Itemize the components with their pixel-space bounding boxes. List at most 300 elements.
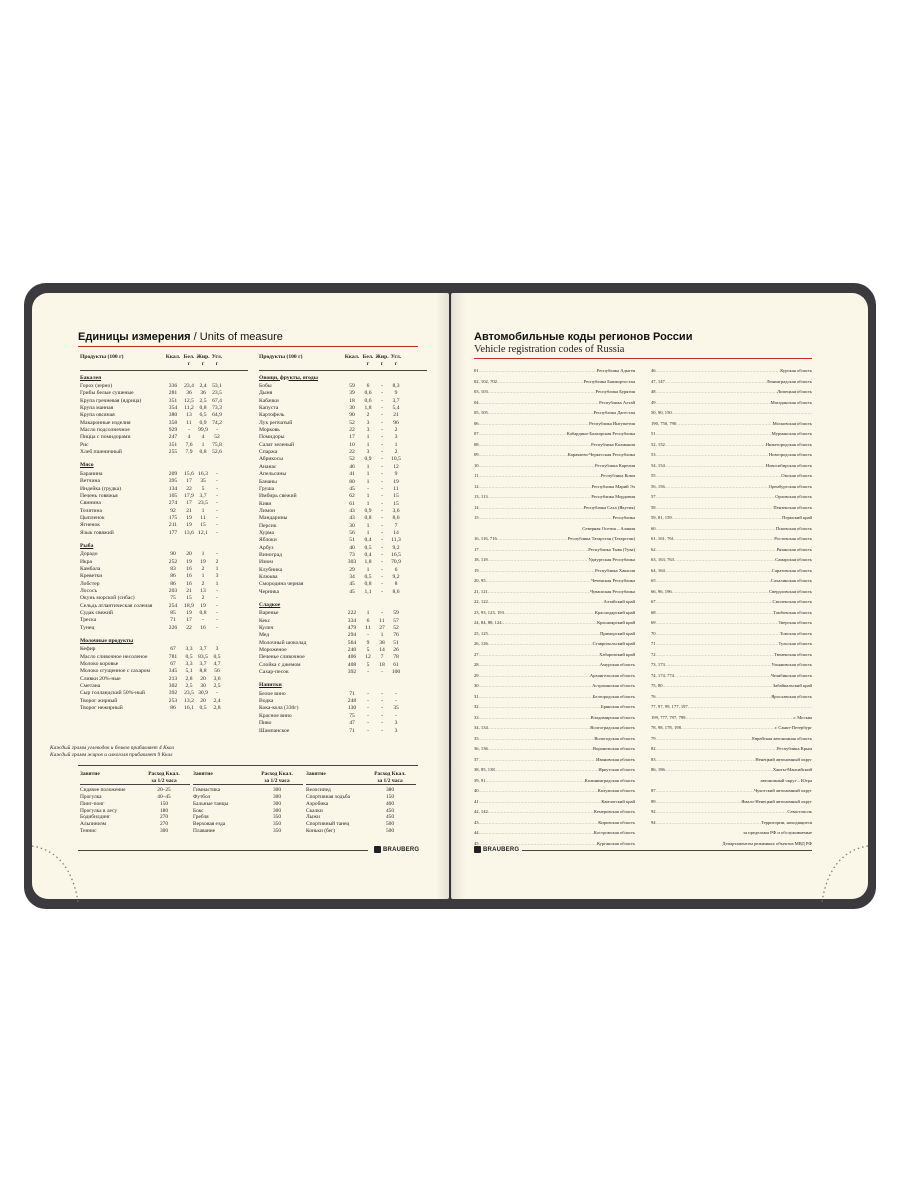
table-row <box>259 427 427 434</box>
region-row <box>474 429 635 440</box>
activity-name: Коньки (бег) <box>306 827 336 834</box>
dot-leader <box>497 534 568 545</box>
nutrient-value: - <box>381 727 383 734</box>
nutrient-value: 52 <box>349 419 355 426</box>
region-row <box>651 419 812 430</box>
product-name: Хурма <box>259 529 275 536</box>
region-row <box>474 828 635 839</box>
product-name: Хлеб пшеничный <box>80 449 122 456</box>
product-name: Ветчина <box>80 478 100 485</box>
region-code: 44 <box>474 830 479 835</box>
table-row <box>259 567 427 574</box>
dot-leader <box>665 440 766 451</box>
left-title-underline <box>78 346 418 347</box>
region-name: Республика Дагестан <box>593 410 635 415</box>
product-name: Ананас <box>259 463 277 470</box>
dot-leader <box>479 671 590 682</box>
dot-leader <box>665 482 769 493</box>
nutrient-value: 395 <box>168 478 178 485</box>
product-name: Пиво <box>259 720 272 727</box>
activity-header-name: Занятие <box>193 771 213 777</box>
dot-leader <box>479 681 593 692</box>
region-code: 94 <box>651 819 656 825</box>
nutrient-value: 226 <box>168 624 178 631</box>
region-row <box>474 482 635 493</box>
product-name: Крупа овсяная <box>80 412 115 419</box>
nutrient-value: 71 <box>170 617 176 624</box>
region-name: Амурская область <box>599 662 635 667</box>
region-code: 69 <box>651 620 656 625</box>
nutrient-value: - <box>216 478 218 485</box>
nutrient-value: 351 <box>168 441 178 448</box>
activity-kcal: 450 <box>385 814 395 821</box>
table-row <box>80 530 248 537</box>
page-gutter <box>436 293 466 899</box>
product-name: Смородина черная <box>259 581 304 588</box>
region-code: 27 <box>474 651 479 657</box>
region-row <box>651 629 812 640</box>
region-row <box>651 440 812 451</box>
nutrient-value: 11 <box>365 625 371 632</box>
nutrient-value: - <box>381 705 383 712</box>
table-row <box>259 640 427 647</box>
dot-leader <box>656 366 781 377</box>
dot-leader <box>488 744 593 755</box>
region-code: 30 <box>474 683 479 688</box>
nutrient-value: - <box>367 727 369 734</box>
nutrient-value: 15 <box>393 493 399 500</box>
activity-kcal: 300 <box>272 800 282 807</box>
product-name: Лосось <box>80 587 98 594</box>
region-row <box>651 828 812 839</box>
product-name: Икра <box>80 558 93 565</box>
dot-leader <box>656 503 774 514</box>
nutrient-value: 10,5 <box>391 456 401 463</box>
nutrient-value: 3 <box>366 419 370 426</box>
product-name: Свинина <box>80 500 101 507</box>
nutrient-value: 248 <box>347 698 357 705</box>
table-row <box>259 581 427 588</box>
product-name: Персик <box>259 522 277 529</box>
nutrient-value: - <box>381 383 383 390</box>
region-row <box>651 576 812 587</box>
nutrient-value: 0,6 <box>364 397 372 404</box>
nutrient-value: - <box>381 397 383 404</box>
product-name: Груша <box>259 485 275 492</box>
dot-leader <box>479 566 596 577</box>
region-row <box>474 734 635 745</box>
nutrient-value: 5 <box>201 485 205 492</box>
product-name: Масло подсолнечное <box>80 427 130 434</box>
product-name: Молоко сгущенное с сахаром <box>80 668 151 675</box>
product-name: Крупа манная <box>80 405 114 412</box>
nutrient-value: 43 <box>349 507 355 514</box>
nutrient-value: - <box>216 492 218 499</box>
table-row <box>80 427 248 434</box>
nutrient-value: 57 <box>393 617 399 624</box>
region-code: 18, 118 <box>474 557 488 562</box>
activity-kcal: 350 <box>272 814 282 821</box>
nutrient-value: 23,5 <box>212 390 222 397</box>
region-name: Чувашская Республика <box>589 588 635 594</box>
activity-row <box>80 828 190 835</box>
dot-leader <box>479 450 568 461</box>
notes-divider <box>78 765 418 766</box>
activity-header <box>193 771 303 785</box>
nutrient-value: - <box>216 602 218 609</box>
table-row <box>259 589 427 596</box>
nutrient-value: - <box>381 573 383 580</box>
region-name: Волгоградская область <box>590 725 635 730</box>
activity-header-name: Занятие <box>306 771 326 777</box>
nutrient-value: 2,5 <box>185 683 193 690</box>
table-row <box>259 728 427 735</box>
activity-name: Плавание <box>193 827 216 834</box>
activity-row <box>306 828 416 835</box>
activity-row <box>80 821 190 828</box>
left-bottom-line <box>78 850 368 851</box>
nutrient-value: 3 <box>394 720 398 727</box>
region-codes-col2 <box>651 366 812 849</box>
dot-leader <box>488 387 596 398</box>
nutrient-value: 5 <box>366 647 370 654</box>
dot-leader <box>656 618 779 629</box>
region-code: 24, 84, 88, 124 <box>474 620 502 625</box>
nutrient-value: - <box>367 698 369 705</box>
nutrient-value: - <box>367 669 369 676</box>
region-row <box>651 387 812 398</box>
nutrient-value: 1 <box>201 551 205 558</box>
region-code: 22, 122 <box>474 599 488 604</box>
dot-leader <box>656 398 771 409</box>
nutrient-value: 1 <box>394 441 398 448</box>
region-row <box>474 524 635 535</box>
table-row <box>80 588 248 595</box>
activity-kcal: 40–45 <box>157 794 171 801</box>
nutrient-value: 1 <box>201 507 205 514</box>
region-code: 15 <box>474 515 479 520</box>
product-name: Ягненок <box>80 522 101 529</box>
region-code: 60 <box>651 525 656 531</box>
nutrient-value: - <box>367 690 369 697</box>
product-name: Судак свежий <box>80 610 113 616</box>
table-row <box>80 690 248 697</box>
nutrient-value: - <box>216 500 218 507</box>
dot-leader <box>488 555 589 566</box>
corner-decoration-left <box>30 838 100 908</box>
region-row <box>651 713 812 724</box>
dot-leader <box>674 534 774 545</box>
region-row <box>651 797 812 808</box>
region-code: 40 <box>474 788 479 793</box>
product-name: Салат зеленый <box>259 441 294 448</box>
region-row <box>474 639 635 650</box>
dot-leader <box>656 471 782 482</box>
nutrient-value: 75 <box>349 712 355 719</box>
nutrient-value: 100 <box>391 669 401 676</box>
region-code: 35 <box>474 735 479 741</box>
product-name: Кулич <box>259 625 274 632</box>
region-row <box>474 660 635 671</box>
nutrient-value: - <box>216 690 218 697</box>
region-name: автономный округ – Югра <box>760 777 812 783</box>
region-name: Новгородская область <box>768 452 812 457</box>
activity-kcal: 300 <box>272 794 282 801</box>
region-row <box>474 398 635 409</box>
nutrient-value: 16 <box>186 565 192 572</box>
nutrient-value: - <box>381 537 383 544</box>
region-name: Чукотский автономный округ <box>754 788 812 793</box>
nutrient-value: 45 <box>349 588 355 595</box>
activity-kcal: 450 <box>385 807 395 814</box>
product-name: Черника <box>259 588 280 595</box>
region-name: Республика Хакасия <box>595 567 635 573</box>
region-name: Томская область <box>779 630 812 636</box>
region-row <box>651 734 812 745</box>
nutrient-value: 252 <box>168 558 178 565</box>
nutrient-value: 2 <box>394 449 398 456</box>
region-code: 13, 113 <box>474 494 488 499</box>
region-name: Забайкальский край <box>772 683 812 688</box>
activity-name: Скалки <box>306 807 323 814</box>
dot-leader <box>656 629 780 640</box>
activity-row <box>80 808 190 815</box>
table-row <box>259 662 427 669</box>
activity-name: Верховая езда <box>193 820 226 827</box>
nutrient-value: - <box>216 587 218 594</box>
table-row <box>259 654 427 661</box>
nutrient-value: 19 <box>200 602 206 609</box>
nutrient-value: 13 <box>200 587 206 594</box>
nutrient-value: - <box>381 581 383 588</box>
dot-leader <box>478 471 600 482</box>
region-row <box>474 377 635 388</box>
region-row <box>474 702 635 713</box>
dot-leader <box>676 419 772 430</box>
nutrient-value: 11 <box>200 514 206 521</box>
table-row <box>259 398 427 405</box>
table-row <box>259 515 427 522</box>
nutrient-value: - <box>381 419 383 426</box>
region-code: 62 <box>651 546 656 552</box>
nutrient-value: 4 <box>201 434 205 441</box>
region-name: Ульяновская область <box>771 662 812 667</box>
table-row <box>80 471 248 478</box>
region-name: Тюменская область <box>774 651 812 657</box>
nutrient-value: 11 <box>393 485 399 492</box>
table-row <box>259 486 427 493</box>
nutrient-value: 4 <box>187 434 191 441</box>
nutrient-value: 75 <box>170 595 176 602</box>
region-row <box>474 818 635 829</box>
region-row <box>651 398 812 409</box>
product-name: Телятина <box>80 507 102 514</box>
region-name: Тульская область <box>778 641 812 646</box>
nutrient-value: 22 <box>186 485 192 492</box>
title-en: / Units of measure <box>193 331 283 343</box>
region-code: 50, 90, 150 <box>651 410 672 415</box>
region-name: г. Санкт-Петербург <box>774 725 812 730</box>
table-row <box>259 545 427 552</box>
region-code: 23, 93, 123, 193 <box>474 609 504 615</box>
nutrient-value: 2,5 <box>213 683 221 690</box>
nutrient-value: 11 <box>186 419 192 426</box>
region-code: 11 <box>474 473 479 478</box>
activity-name: Лыжи <box>306 814 320 821</box>
dot-leader <box>479 440 592 451</box>
nutrient-value: 4,7 <box>213 661 221 668</box>
region-code: 36, 136 <box>474 746 488 751</box>
nutrient-value: 34 <box>349 573 355 580</box>
dot-leader <box>479 398 600 409</box>
region-name: Вологодская область <box>594 735 635 741</box>
region-name: Астраханская область <box>592 683 635 688</box>
dot-leader <box>488 492 592 503</box>
nutrient-value: 67 <box>170 661 176 668</box>
header-kcal: Ккал. <box>344 354 360 360</box>
region-code: 70 <box>651 630 656 636</box>
nutrient-value: - <box>216 617 218 624</box>
nutrient-value: 0,5 <box>199 705 207 712</box>
region-row <box>651 744 812 755</box>
nutrient-value: 14 <box>379 647 385 654</box>
nutrient-value: 27 <box>379 625 385 632</box>
table-header <box>259 354 427 371</box>
table-row <box>259 713 427 720</box>
region-code: 41 <box>474 798 479 804</box>
table-row <box>80 398 248 405</box>
region-row <box>474 807 635 818</box>
dot-leader <box>688 702 812 713</box>
nutrient-value: 2,8 <box>213 705 221 712</box>
nutrient-value: 1 <box>366 522 370 529</box>
table-row <box>80 661 248 668</box>
dot-leader <box>674 555 775 566</box>
header-fat: Жир. г <box>375 354 389 368</box>
activity-kcal: 20–25 <box>157 787 171 794</box>
nutrient-value: - <box>381 493 383 500</box>
table-row <box>80 478 248 485</box>
table-row <box>80 449 248 456</box>
nutrient-value: 3 <box>366 449 370 456</box>
region-code: 54, 154 <box>651 462 665 468</box>
product-name: Изюм <box>259 559 273 566</box>
nutrient-value: 6,5 <box>199 412 207 419</box>
region-code: 64, 164 <box>651 567 665 573</box>
nutrient-value: - <box>367 712 369 719</box>
region-row <box>474 513 635 524</box>
nutrient-value: 3 <box>215 573 219 580</box>
region-name: Псковская область <box>775 525 812 531</box>
region-name: Республика Марий Эл <box>591 483 635 489</box>
activity-header <box>306 771 416 785</box>
table-row <box>259 647 427 654</box>
product-name: Арбуз <box>259 544 274 551</box>
region-name: Воронежская область <box>592 746 635 751</box>
region-row <box>474 650 635 661</box>
nutrient-value: 53,1 <box>212 383 222 390</box>
product-name: Сахар-песок <box>259 669 289 676</box>
region-row <box>651 671 812 682</box>
region-code: 12 <box>474 483 479 489</box>
product-name: Сельдь атлантическая соленая <box>80 602 153 609</box>
nutrient-value: 3 <box>394 727 398 734</box>
activity-name: Бодибилдинг <box>80 814 111 821</box>
activity-header-value-line: Расход Ккал. <box>374 771 406 777</box>
table-row <box>80 508 248 515</box>
table-row <box>259 508 427 515</box>
nutrient-value: 83 <box>170 565 176 572</box>
nutrient-value: - <box>381 427 383 434</box>
header-fat: Жир. г <box>196 354 210 368</box>
nutrient-value: - <box>381 441 383 448</box>
region-code: 55 <box>651 473 656 478</box>
region-name: Республика Калмыкия <box>591 441 635 447</box>
region-name: Ярославская область <box>771 693 812 699</box>
region-code: 190, 750, 790 <box>651 420 677 426</box>
nutrient-value: - <box>216 595 218 602</box>
region-name: Мурманская область <box>771 431 812 436</box>
region-row <box>651 450 812 461</box>
nutrient-value: 73,3 <box>212 405 222 412</box>
region-row <box>651 408 812 419</box>
nutrient-value: 11,2 <box>184 405 194 412</box>
nutrient-value: 35 <box>393 705 399 712</box>
nutrient-value: 12,5 <box>184 397 194 404</box>
nutrition-table-col1 <box>80 354 248 712</box>
nutrient-value: 392 <box>347 669 357 676</box>
region-name: Свердловская область <box>768 588 812 594</box>
region-row <box>651 650 812 661</box>
nutrient-value: 1 <box>201 573 205 580</box>
table-row <box>259 479 427 486</box>
nutrient-value: - <box>367 485 369 492</box>
nutrient-value: 76 <box>393 632 399 639</box>
nutrient-value: 0,4 <box>364 551 372 558</box>
product-name: Апельсины <box>259 471 287 478</box>
region-row <box>651 482 812 493</box>
region-name: Удмуртская Республика <box>588 557 635 562</box>
table-row <box>80 654 248 661</box>
region-name: Курская область <box>780 368 812 373</box>
table-row <box>80 442 248 449</box>
nutrient-value: 83,5 <box>198 653 208 660</box>
nutrient-value: 6 <box>366 617 370 624</box>
section-heading: Сладкое <box>259 602 281 608</box>
nutrient-value: - <box>381 434 383 441</box>
dot-leader <box>665 660 772 671</box>
product-name: Горох (зерно) <box>80 383 113 390</box>
region-code: 92 <box>651 809 656 814</box>
region-row <box>651 723 812 734</box>
nutrient-value: 41 <box>349 471 355 478</box>
nutrient-value: 1 <box>366 610 370 617</box>
table-row <box>80 683 248 690</box>
nutrient-value: 23,4 <box>184 383 194 390</box>
nutrient-value: 19 <box>186 522 192 529</box>
region-code: 74, 174, 774 <box>651 672 674 678</box>
brauberg-logo-left <box>374 846 419 853</box>
region-row <box>474 776 635 787</box>
region-name: Республика Карелия <box>595 462 635 468</box>
product-name: Окунь морской (сибас) <box>80 595 135 602</box>
dot-leader <box>479 461 595 472</box>
region-row <box>474 629 635 640</box>
region-row <box>474 471 635 482</box>
product-name: Белое вино <box>259 690 286 697</box>
activity-name: Альпинизм <box>80 820 107 827</box>
nutrient-value: 56 <box>214 668 220 675</box>
